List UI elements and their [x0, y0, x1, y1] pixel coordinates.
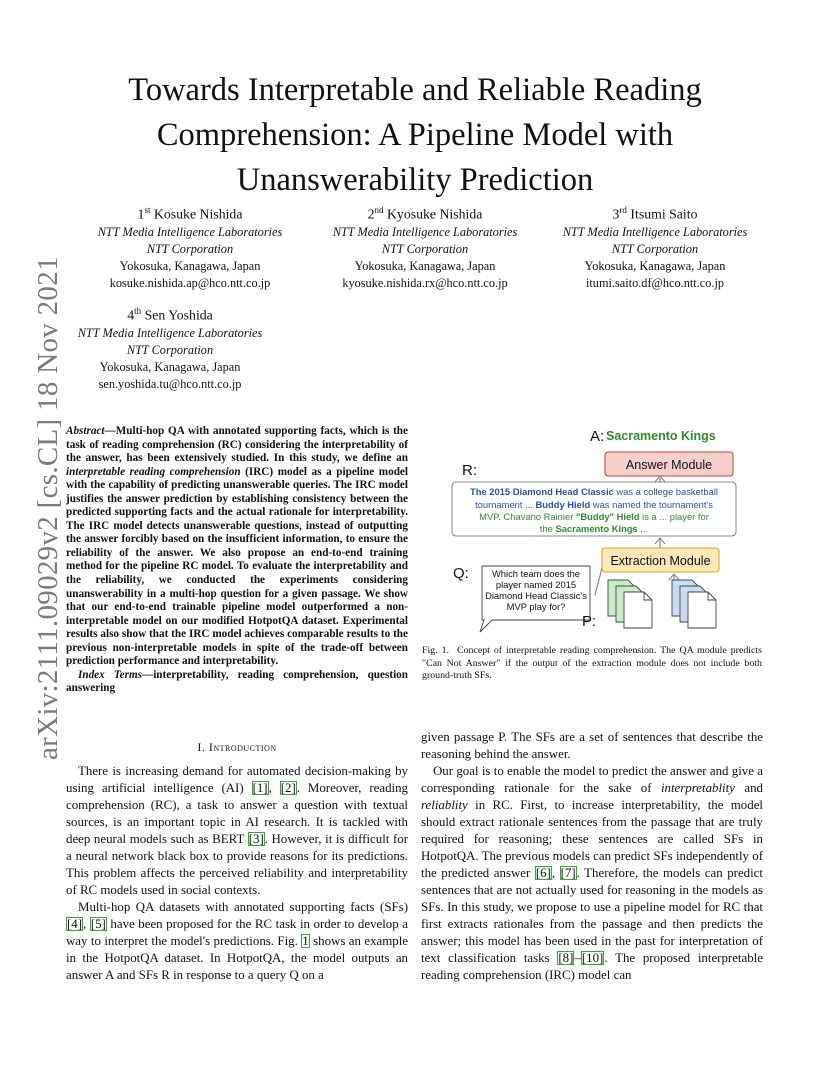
question-line: Diamond Head Classic's — [485, 590, 587, 601]
citation-link[interactable]: [3] — [248, 832, 264, 846]
paragraph: Multi-hop QA datasets with annotated supporting facts (SFs) [4], [5] have been proposed for the RC task in order to develop a way to interpret the model's predictions. Fig. 1 shows an example in the HotpotQA dataset. In HotpotQA, the model outputs an answer A and SFs R in response to a query Q on a — [66, 900, 409, 982]
passage-documents-green — [608, 580, 652, 628]
citation-link[interactable]: [2] — [280, 781, 296, 795]
arxiv-sidebar — [12, 256, 64, 760]
citation-link[interactable]: [7] — [560, 866, 576, 880]
intro-right-column — [421, 729, 763, 984]
citation-link[interactable]: [5] — [90, 917, 106, 931]
citation-link[interactable]: [4] — [67, 917, 83, 931]
author-block-3: 3rd Itsumi Saito NTT Media Intelligence Laboratories NTT Corporation Yokosuka, Kanagawa, Japan itumi.saito.df@hco.ntt.co.jp — [535, 201, 775, 292]
a-label: A: — [590, 428, 605, 445]
figure-1 — [440, 420, 770, 635]
answer-module-label: Answer Module — [625, 458, 713, 472]
rationale-line-2: tournament ... Buddy Hield was named the tournament's — [475, 499, 713, 510]
author-email: kosuke.nishida.ap@hco.ntt.co.jp — [109, 275, 271, 290]
rationale-line-4: the Sacramento Kings ... — [539, 523, 649, 534]
question-line: MVP play for? — [506, 601, 566, 612]
paragraph: There is increasing demand for automated decision-making by using artificial intelligence (AI) [1], [2]. Moreover, reading comprehension (RC), a task to answer a question with textual sources, is an important topic in AI research. It is tackled with deep neural models such as BERT [3]. However, it is difficult for a neural network black box to provide reasons for its predictions. This problem affects the perceived reliability and interpretability of RC models used in social contexts. — [66, 764, 408, 897]
passage-documents-blue — [672, 580, 716, 628]
p-label: P: — [582, 613, 597, 630]
extraction-module-label: Extraction Module — [610, 554, 711, 568]
section-heading: I. Introduction — [197, 740, 277, 754]
paper-title: Towards Interpretable and Reliable Reading Comprehension: A Pipeline Model with Unanswerability Prediction — [128, 72, 702, 198]
answer-text: Sacramento Kings — [606, 429, 716, 443]
index-terms: Index Terms—interpretability, reading comprehension, question answering — [66, 668, 408, 695]
figure-link[interactable]: 1 — [302, 934, 309, 948]
author-block-4: 4th Sen Yoshida NTT Media Intelligence Laboratories NTT Corporation Yokosuka, Kanagawa, Japan sen.yoshida.tu@hco.ntt.co.jp — [50, 302, 290, 393]
author-name: Itsumi Saito — [630, 206, 698, 222]
author-email: kyosuke.nishida.rx@hco.ntt.co.jp — [342, 275, 508, 290]
arxiv-identifier: arXiv:2111.09029v2 [cs.CL] 18 Nov 2021 — [32, 256, 64, 760]
citation-link[interactable]: [8] — [558, 951, 574, 965]
author-email: itumi.saito.df@hco.ntt.co.jp — [585, 275, 725, 290]
author-block-1: 1st Kosuke Nishida NTT Media Intelligence Laboratories NTT Corporation Yokosuka, Kanagawa, Japan kosuke.nishida.ap@hco.ntt.co.jp — [70, 201, 310, 292]
figure-caption: Fig. 1. Concept of interpretable reading comprehension. The QA module predicts "Can Not Answer" if the output of the extraction module does not include both ground-truth SFs. — [422, 645, 762, 682]
abstract: Abstract—Multi-hop QA with annotated supporting facts, which is the task of reading comprehension (RC) considering the interpretability of the answer, has been extensively studied. In this study, we define an interpretable reading comprehension (IRC) model as a pipeline model with the capability of predicting unanswerable queries. The IRC model justifies the answer prediction by establishing consistency between the predicted supporting facts and the actual rationale for interpretability. The IRC model detects unanswerable questions, instead of outputting the answer forcibly based on the insufficient information, to ensure the reliability of the answer. We also propose an end-to-end training method for the pipeline RC model. To evaluate the interpretability and the reliability, we conducted the experiments considering unanswerability in a multi-hop question for a given passage. We show that our end-to-end trainable pipeline model outperformed a non-interpretable model on our modified HotpotQA dataset. Experimental results also show that the IRC model achieves comparable results to the previous non-interpretable models in spite of the trade-off between prediction performance and interpretability. Index Terms—interpretability, reading comprehension, question answering — [66, 425, 408, 695]
intro-left-column — [66, 763, 408, 984]
author-name: Kyosuke Nishida — [386, 206, 483, 222]
author-name: Kosuke Nishida — [153, 206, 243, 222]
question-line: player named 2015 — [495, 579, 577, 590]
rationale-line-1: The 2015 Diamond Head Classic was a college basketball — [469, 486, 719, 497]
r-label: R: — [462, 462, 477, 479]
author-email: sen.yoshida.tu@hco.ntt.co.jp — [98, 376, 242, 391]
question-line: Which team does the — [491, 568, 581, 579]
author-name: Sen Yoshida — [144, 307, 213, 323]
abstract-label: Abstract — [66, 425, 105, 437]
citation-link[interactable]: [1] — [252, 781, 268, 795]
q-label: Q: — [453, 565, 469, 582]
rationale-line-3: MVP. Chavano Rainier "Buddy" Hield is a ... player for — [479, 511, 709, 522]
citation-link[interactable]: [6] — [535, 866, 551, 880]
author-block-2: 2nd Kyosuke Nishida NTT Media Intelligence Laboratories NTT Corporation Yokosuka, Kanagawa, Japan kyosuke.nishida.rx@hco.ntt.co.jp — [305, 201, 545, 292]
citation-link[interactable]: [10] — [581, 951, 604, 965]
paragraph: given passage P. The SFs are a set of sentences that describe the reasoning behind the answer. — [421, 730, 763, 761]
paragraph: Our goal is to enable the model to predict the answer and give a corresponding rationale for the sake of interpretablity and reliablity in RC. First, to increase interpretability, the model should extract rationale sentences from the passage that are truly required for reasoning; these sentences are called SFs in HotpotQA. The previous models can predict SFs independently of the predicted answer [6], [7]. Therefore, the models can predict sentences that are not actually used for reasoning in the models as SFs. In this study, we propose to use a pipeline model for RC that first extracts rationales from the passage and then predicts the answer; this model has been used in the past for interpretation of text classification tasks [8]–[10]. The proposed interpretable reading comprehension (IRC) model can — [421, 764, 763, 982]
